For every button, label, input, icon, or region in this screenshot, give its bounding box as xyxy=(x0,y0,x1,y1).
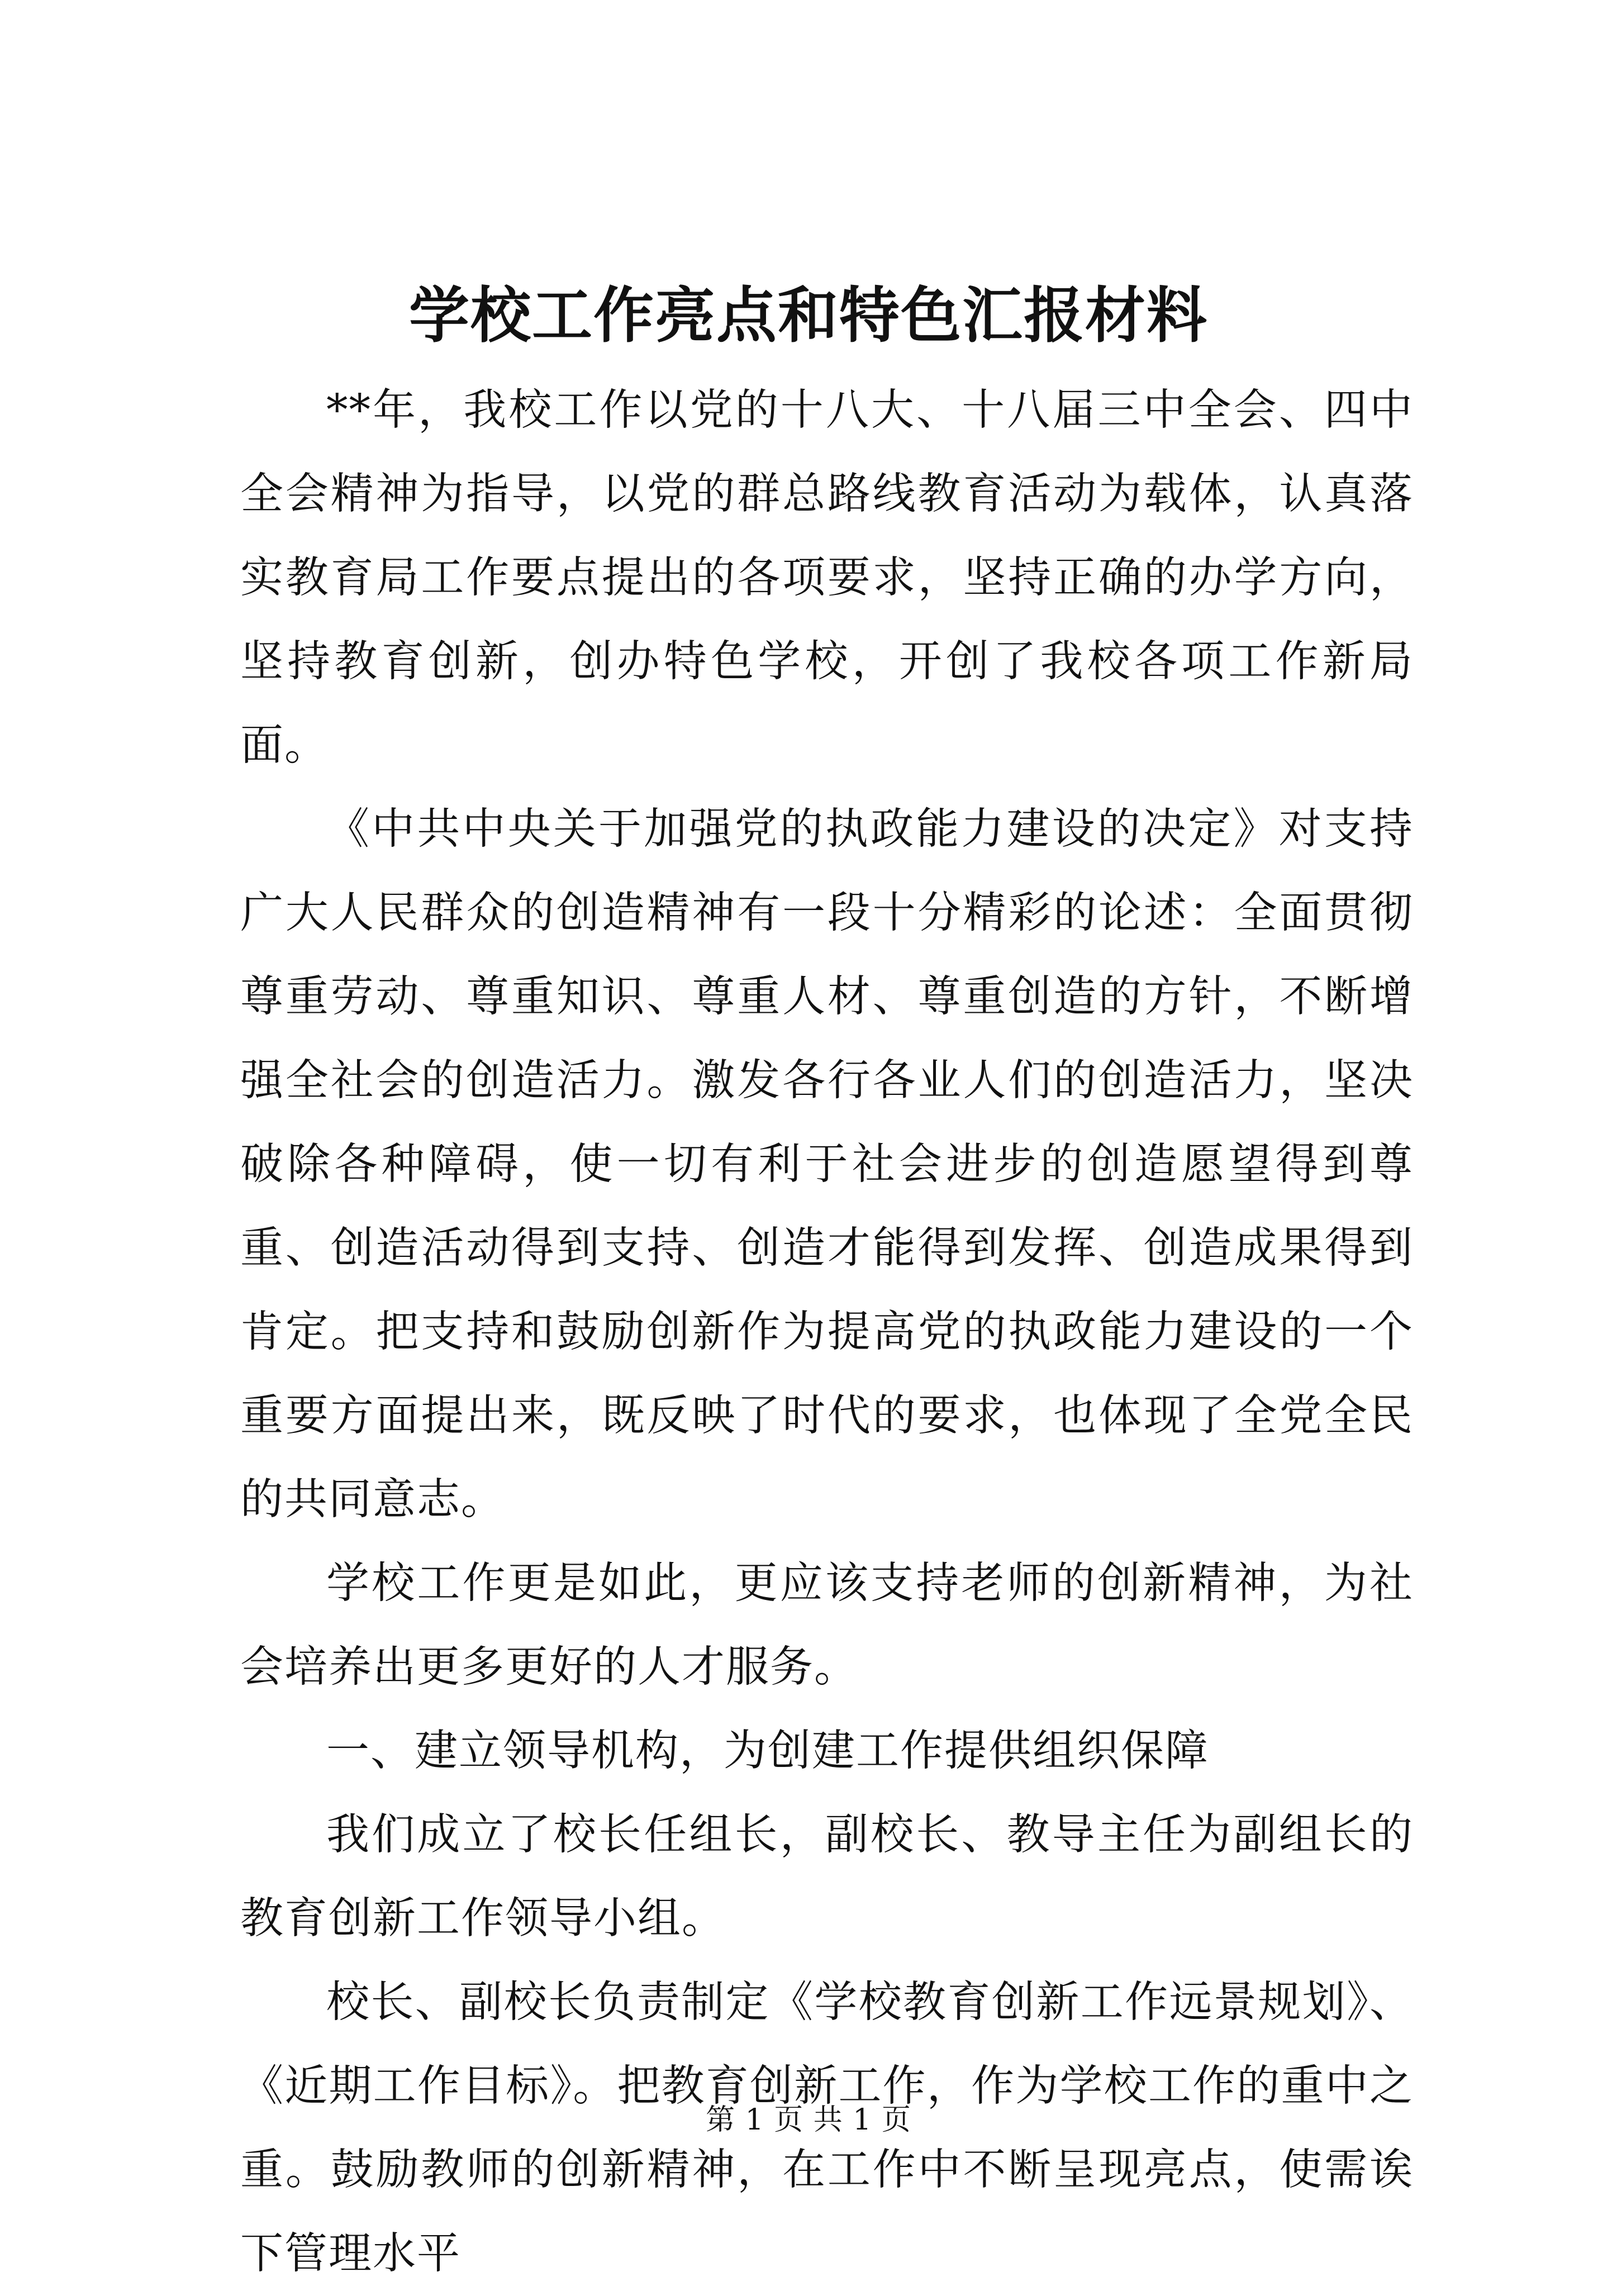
paragraph-decision-quote: 《中共中央关于加强党的执政能力建设的决定》对支持广大人民群众的创造精神有一段十分精彩的论述：全面贯彻尊重劳动、尊重知识、尊重人材、尊重创造的方针，不断增强全社会的创造活力。激发各行各业人们的创造活力，坚决破除各种障碍，使一切有利于社会进步的创造愿望得到尊重、创造活动得到支持、创造才能得到发挥、创造成果得到肯定。把支持和鼓励创新作为提高党的执政能力建设的一个重要方面提出来，既反映了时代的要求，也体现了全党全民的共同意志。 xyxy=(240,804,1414,1525)
paragraph-school-work: 学校工作更是如此，更应该支持老师的创新精神，为社会培养出更多更好的人才服务。 xyxy=(240,1559,1414,1692)
document-title: 学校工作亮点和特色汇报材料 xyxy=(408,280,1208,351)
paragraph-leadership-group: 我们成立了校长任组长，副校长、教导主任为副组长的教育创新工作领导小组。 xyxy=(240,1810,1414,1943)
page-footer: 第 1 页 共 1 页 xyxy=(706,2103,911,2137)
paragraph-intro: **年，我校工作以党的十八大、十八届三中全会、四中全会精神为指导，以党的群总路线教育活动为载体，认真落实教育局工作要点提出的各项要求，坚持正确的办学方向，坚持教育创新，创办特色学校，开创了我校各项工作新局面。 xyxy=(240,385,1414,770)
document-body xyxy=(240,369,1414,2296)
section-heading: 一、建立领导机构，为创建工作提供组织保障 xyxy=(326,1726,1209,1776)
paragraph-planning: 校长、副校长负责制定《学校教育创新工作远景规划》、《近期工作目标》。把教育创新工作，作为学校工作的重中之重。鼓励教师的创新精神，在工作中不断呈现亮点，使需诶下管理水平 xyxy=(240,1978,1414,2279)
